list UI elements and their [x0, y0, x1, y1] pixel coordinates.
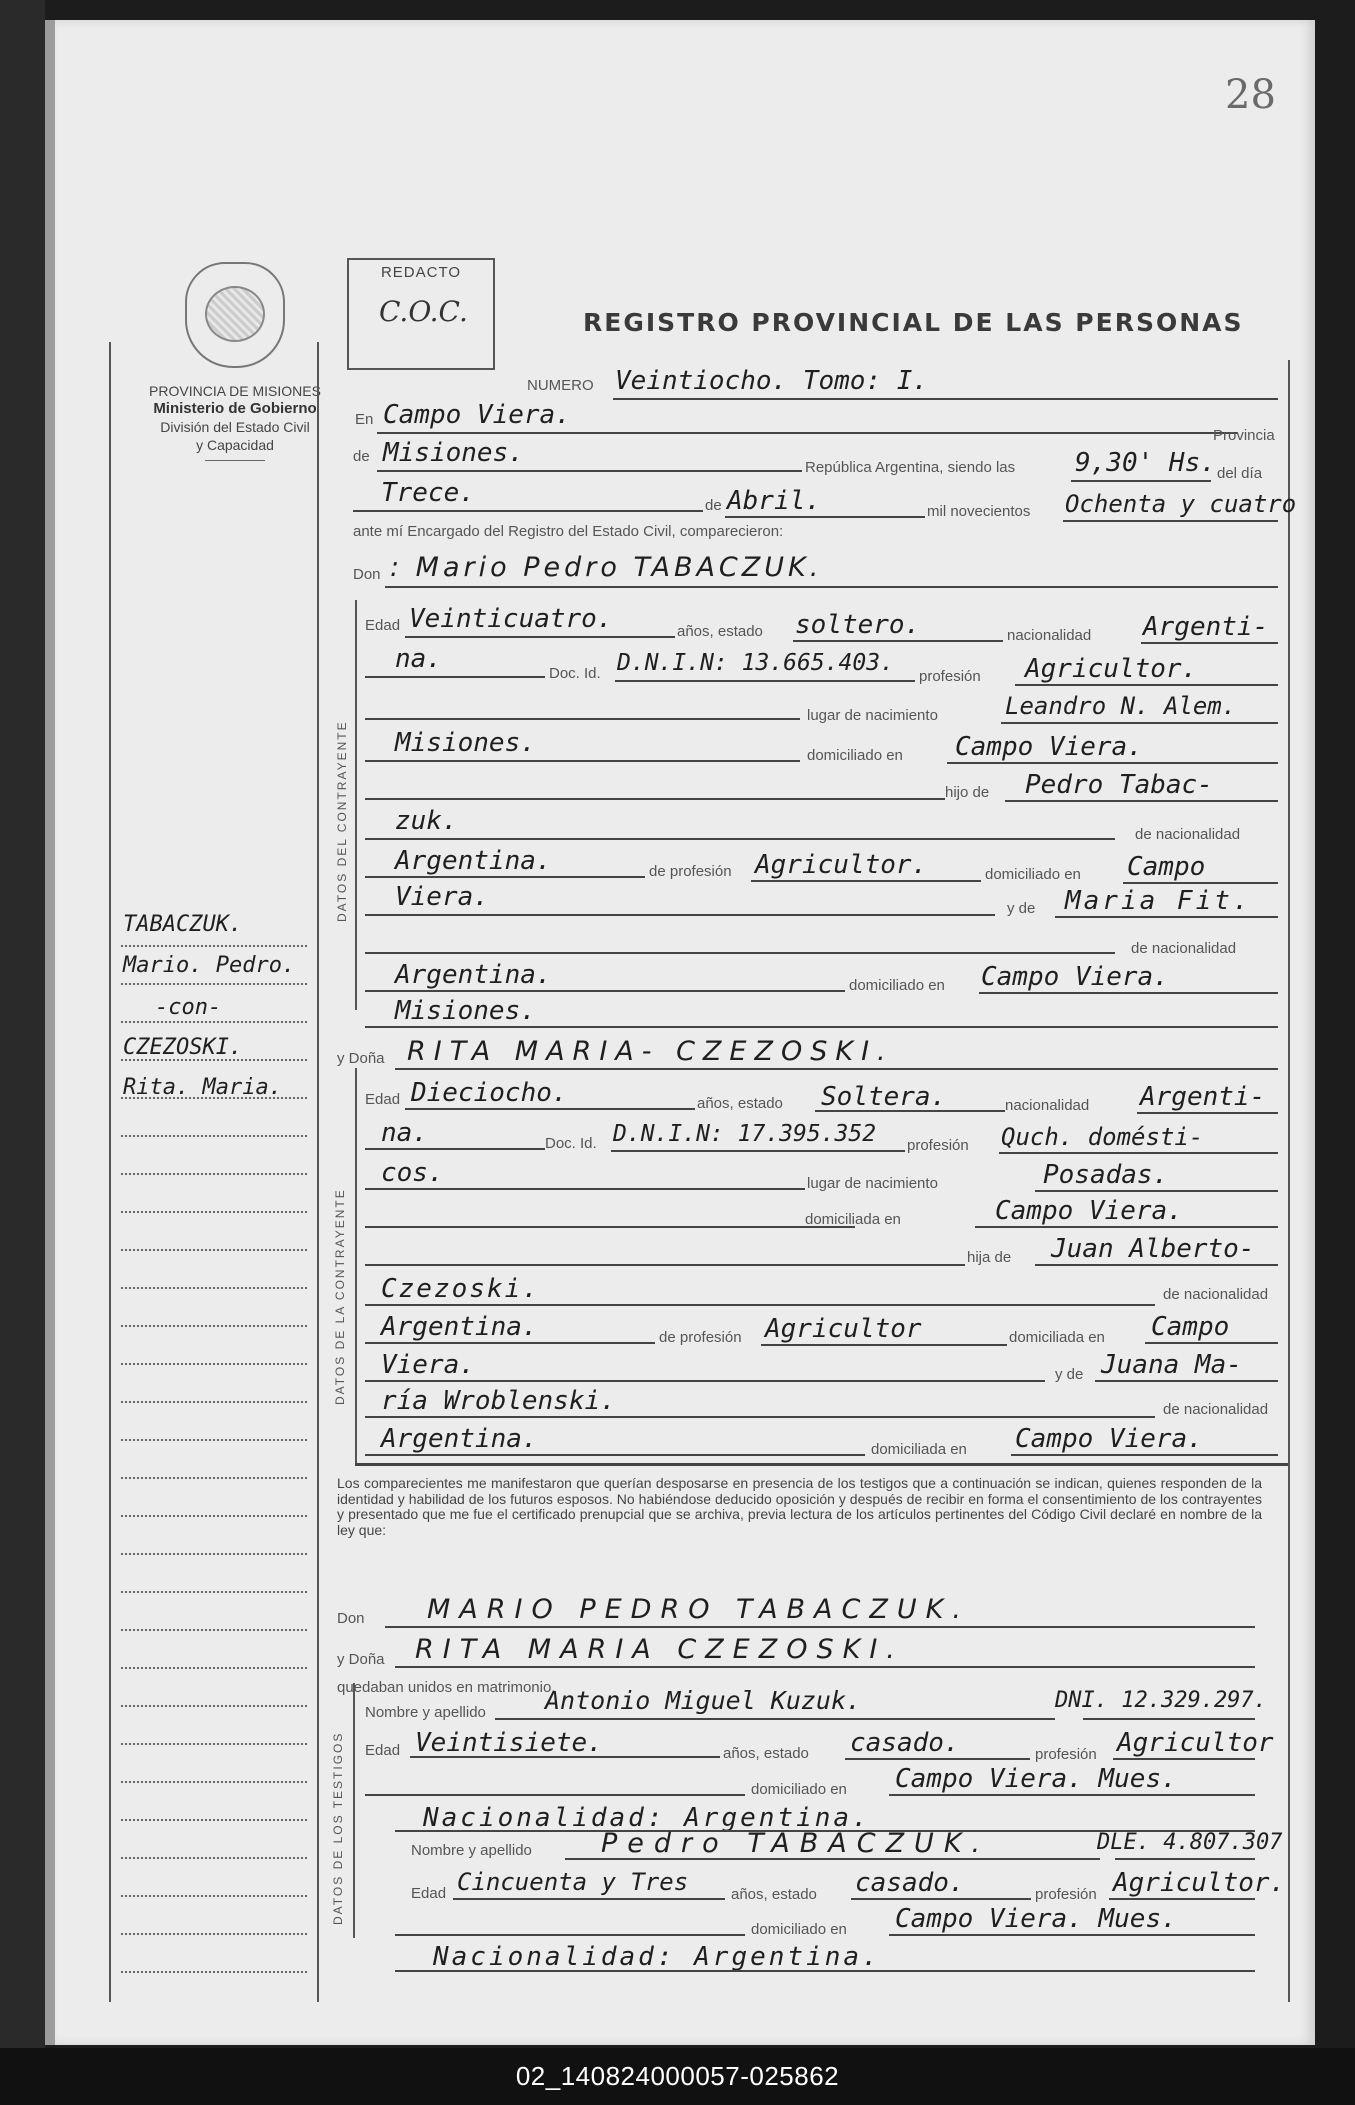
c2-padre-prof-label: de profesión	[659, 1329, 742, 1346]
margin-rule-line	[121, 1135, 307, 1137]
c2-estado: Soltera.	[821, 1082, 947, 1112]
c2-prof-label: profesión	[907, 1137, 969, 1154]
redacto-box	[347, 258, 495, 370]
margin-note-5: Rita. Maria.	[123, 1075, 282, 1100]
c1-padre-nac: Argentina.	[395, 846, 552, 876]
contrayente1-section-label: DATOS DEL CONTRAYENTE	[335, 720, 349, 922]
margin-rule-line	[121, 1439, 307, 1441]
margin-rule-line	[121, 1629, 307, 1631]
t1-prof-label: profesión	[1035, 1746, 1097, 1763]
ante-label: ante mí Encargado del Registro del Estado Civil, comparecieron:	[353, 523, 784, 540]
c2-anos-label: años, estado	[697, 1095, 783, 1112]
register-page	[45, 20, 1315, 2045]
c1-padre-1: Pedro Tabac-	[1025, 770, 1213, 800]
c1-madre-dom-2: Misiones.	[395, 996, 536, 1026]
margin-rule-line	[121, 1021, 307, 1023]
c1-edad-label: Edad	[365, 617, 401, 634]
t2-prof-label: profesión	[1035, 1886, 1097, 1903]
c2-dom-label: domiciliada en	[805, 1211, 901, 1228]
t1-domicilio: Campo Viera. Mues.	[895, 1764, 1177, 1794]
provincia-label: Provincia	[1213, 427, 1275, 444]
en-label: En	[355, 411, 374, 428]
t1-doc: DNI. 12.329.297.	[1055, 1688, 1267, 1713]
margin-rule-line	[121, 1477, 307, 1479]
t2-estado: casado.	[855, 1868, 965, 1898]
margin-rule-line	[121, 1743, 307, 1745]
c2-doc: D.N.I.N: 17.395.352	[613, 1121, 877, 1147]
t1-estado: casado.	[850, 1728, 960, 1758]
margin-rule-line	[121, 1363, 307, 1365]
c1-padre-dom-label: domiciliado en	[985, 866, 1081, 883]
c1-edad: Veinticuatro.	[409, 604, 613, 634]
margin-rule-line	[121, 1553, 307, 1555]
t1-profesion: Agricultor	[1117, 1728, 1274, 1758]
c1-don-label: Don	[353, 566, 381, 583]
decl-dona-label: y Doña	[337, 1651, 385, 1668]
c1-lugar-2: Misiones.	[395, 728, 536, 758]
province-name: PROVINCIA DE MISIONES	[149, 383, 321, 399]
declaracion-text: Los comparecientes me manifestaron que querían desposarse en presencia de los testigos que a continuación se indican, quienes responden de la identidad y habilidad de los futuros esposos. No habiéndose deducido oposición y después de recibir en forma el consentimiento de los contrayentes y presentado que me fue el certificado prenupcial que se archiva, previa lectura de los artículos pertinentes del Código Civil declaré en nombre de la ley que:	[337, 1475, 1262, 1538]
left-border-line	[109, 342, 111, 2002]
c1-profesion: Agricultor.	[1025, 654, 1198, 684]
c1-nacionalidad-1: Argenti-	[1143, 612, 1269, 642]
margin-note-2: Mario. Pedro.	[123, 953, 296, 978]
margin-note-4: CZEZOSKI.	[123, 1035, 243, 1060]
t1-nombre: Antonio Miguel Kuzuk.	[545, 1686, 862, 1715]
c1-anos-label: años, estado	[677, 623, 763, 640]
margin-rule-line	[121, 1667, 307, 1669]
ministry-name: Ministerio de Gobierno	[153, 400, 317, 417]
t2-anos-label: años, estado	[731, 1886, 817, 1903]
t1-nacionalidad: Nacionalidad: Argentina.	[423, 1803, 871, 1833]
coat-of-arms-seal-icon	[185, 262, 285, 368]
numero-value: Veintiocho. Tomo: I.	[615, 366, 929, 396]
c1-lugar-label: lugar de nacimiento	[807, 707, 938, 724]
margin-rule-line	[121, 983, 307, 985]
de-label: de	[353, 448, 370, 465]
right-border-line	[1288, 360, 1290, 2002]
c2-padre-dom-label: domiciliada en	[1009, 1329, 1105, 1346]
c1-padre-dom-2: Viera.	[395, 882, 489, 912]
redacto-value: C.O.C.	[379, 295, 468, 328]
t2-nacionalidad: Nacionalidad: Argentina.	[433, 1942, 881, 1972]
anio-value: Ochenta y cuatro	[1065, 490, 1297, 518]
mes-value: Abril.	[727, 486, 821, 516]
margin-rule-line	[121, 1781, 307, 1783]
c1-padre-dom-1: Campo	[1127, 852, 1206, 882]
decl-don-label: Don	[337, 1610, 365, 1627]
c2-nombre: RITA MARIA- CZEZOSKI.	[407, 1036, 894, 1067]
c2-edad-label: Edad	[365, 1091, 401, 1108]
c1-padre-prof: Agricultor.	[755, 850, 928, 880]
margin-rule-line	[121, 1895, 307, 1897]
de-mes-label: de	[705, 497, 722, 514]
t2-dom-label: domiciliado en	[751, 1921, 847, 1938]
c2-nacionalidad-1: Argenti-	[1140, 1082, 1266, 1112]
contrayente2-box-line	[355, 1068, 357, 1463]
c1-madre-nac: Argentina.	[395, 960, 552, 990]
c2-lugar: Posadas.	[1043, 1160, 1169, 1190]
c1-y-de-label: y de	[1007, 900, 1036, 917]
c2-madre-dom-label: domiciliada en	[871, 1441, 967, 1458]
c1-domicilio: Campo Viera.	[955, 732, 1143, 762]
c1-nacionalidad-2: na.	[395, 644, 442, 674]
c1-madre: Maria Fit.	[1065, 886, 1252, 916]
mil-label: mil novecientos	[927, 503, 1031, 520]
c1-nombre: : Mario Pedro TABACZUK.	[390, 552, 823, 583]
decl-don-value: MARIO PEDRO TABACZUK.	[427, 1594, 970, 1625]
decl-dona-value: RITA MARIA CZEZOSKI.	[415, 1634, 904, 1665]
republica-label: República Argentina, siendo las	[805, 459, 1016, 476]
margin-rule-line	[121, 1401, 307, 1403]
division-capacity: y Capacidad	[196, 437, 274, 453]
c1-nac-label: nacionalidad	[1007, 627, 1092, 644]
book-spine	[0, 0, 45, 2105]
c2-hija-label: hija de	[967, 1249, 1012, 1266]
margin-note-3: -con-	[155, 995, 222, 1020]
margin-note-1: TABACZUK.	[123, 912, 243, 937]
c2-nac-label: nacionalidad	[1005, 1097, 1090, 1114]
c2-padre-nac-label: de nacionalidad	[1163, 1286, 1269, 1303]
division-name: División del Estado Civil	[160, 419, 310, 435]
c1-padre-2: zuk.	[395, 806, 458, 836]
en-value: Campo Viera.	[383, 400, 571, 430]
c2-madre-2: ría Wroblenski.	[381, 1386, 616, 1416]
t2-doc: DLE. 4.807.307	[1097, 1830, 1283, 1855]
t1-edad: Veintisiete.	[415, 1728, 603, 1758]
c2-edad: Dieciocho.	[411, 1078, 568, 1108]
t1-nombre-label: Nombre y apellido	[365, 1704, 486, 1721]
margin-rule-line	[121, 945, 307, 947]
c1-madre-nac-label: de nacionalidad	[1131, 940, 1237, 957]
margin-rule-line	[121, 1971, 307, 1973]
margin-rule-line	[121, 1173, 307, 1175]
c1-estado: soltero.	[795, 610, 921, 640]
c2-lugar-label: lugar de nacimiento	[807, 1175, 938, 1192]
c2-profesion-2: cos.	[381, 1158, 444, 1188]
c1-padre-prof-label: de profesión	[649, 863, 732, 880]
t2-nombre-label: Nombre y apellido	[411, 1842, 532, 1859]
page-number: 28	[1225, 72, 1276, 118]
c1-hijo-label: hijo de	[945, 784, 990, 801]
c2-padre-prof: Agricultor	[765, 1314, 922, 1344]
c2-padre-2: Czezoski.	[381, 1274, 540, 1304]
t2-nombre: Pedro TABACZUK.	[601, 1828, 991, 1859]
margin-rule-line	[121, 1857, 307, 1859]
c1-doc: D.N.I.N: 13.665.403.	[617, 650, 894, 676]
c2-padre-1: Juan Alberto-	[1051, 1234, 1255, 1264]
margin-rule-line	[121, 1819, 307, 1821]
margin-column-line	[317, 342, 319, 2002]
margin-rule-line	[121, 1249, 307, 1251]
t2-edad-label: Edad	[411, 1885, 447, 1902]
c2-madre-1: Juana Ma-	[1101, 1350, 1242, 1380]
c1-madre-dom-1: Campo Viera.	[981, 962, 1169, 992]
margin-rule-line	[121, 1325, 307, 1327]
testigos-section-label: DATOS DE LOS TESTIGOS	[331, 1731, 345, 1925]
c1-prof-label: profesión	[919, 668, 981, 685]
de-value: Misiones.	[383, 438, 524, 468]
margin-rule-line	[121, 1287, 307, 1289]
margin-rule-line	[121, 1933, 307, 1935]
margin-rule-line	[121, 1591, 307, 1593]
c2-doc-label: Doc. Id.	[545, 1135, 597, 1152]
c2-domicilio: Campo Viera.	[995, 1196, 1183, 1226]
numero-label: NUMERO	[527, 377, 594, 394]
c2-profesion-1: Quch. domésti-	[1001, 1123, 1204, 1151]
c2-padre-dom-1: Campo	[1151, 1312, 1230, 1342]
dia-value: Trece.	[381, 478, 475, 508]
province-block	[115, 382, 355, 461]
c1-padre-nac-label: de nacionalidad	[1135, 826, 1241, 843]
hora-value: 9,30' Hs.	[1075, 448, 1216, 478]
contrayente1-box-line	[355, 600, 357, 1010]
margin-rule-line	[121, 1705, 307, 1707]
testigos-box-line	[353, 1683, 355, 1938]
c1-dom-label: domiciliado en	[807, 747, 903, 764]
margin-rule-line	[121, 1211, 307, 1213]
c1-madre-dom-label: domiciliado en	[849, 977, 945, 994]
c1-doc-label: Doc. Id.	[549, 665, 601, 682]
c2-padre-dom-2: Viera.	[381, 1350, 475, 1380]
c2-madre-nac: Argentina.	[381, 1424, 538, 1454]
redacto-label: REDACTO	[380, 264, 462, 281]
t1-anos-label: años, estado	[723, 1745, 809, 1762]
c2-dona-label: y Doña	[337, 1050, 385, 1067]
margin-rule-line	[121, 1515, 307, 1517]
t2-profesion: Agricultor.	[1113, 1868, 1286, 1898]
c2-padre-nac: Argentina.	[381, 1312, 538, 1342]
t2-domicilio: Campo Viera. Mues.	[895, 1904, 1177, 1934]
page-title: REGISTRO PROVINCIAL DE LAS PERSONAS	[583, 308, 1244, 337]
c2-nacionalidad-2: na.	[381, 1118, 428, 1148]
c2-madre-nac-label: de nacionalidad	[1163, 1401, 1269, 1418]
scan-footer-id: 02_140824000057-025862	[0, 2048, 1355, 2105]
c2-y-de-label: y de	[1055, 1366, 1084, 1383]
contrayente2-section-label: DATOS DE LA CONTRAYENTE	[333, 1188, 347, 1405]
matrimonio-label: quedaban unidos en matrimonio.	[337, 1679, 556, 1696]
del-dia-label: del día	[1217, 465, 1263, 482]
c1-lugar-1: Leandro N. Alem.	[1005, 692, 1237, 720]
t1-edad-label: Edad	[365, 1742, 401, 1759]
t1-dom-label: domiciliado en	[751, 1781, 847, 1798]
c2-madre-dom: Campo Viera.	[1015, 1424, 1203, 1454]
t2-edad: Cincuenta y Tres	[457, 1868, 689, 1896]
